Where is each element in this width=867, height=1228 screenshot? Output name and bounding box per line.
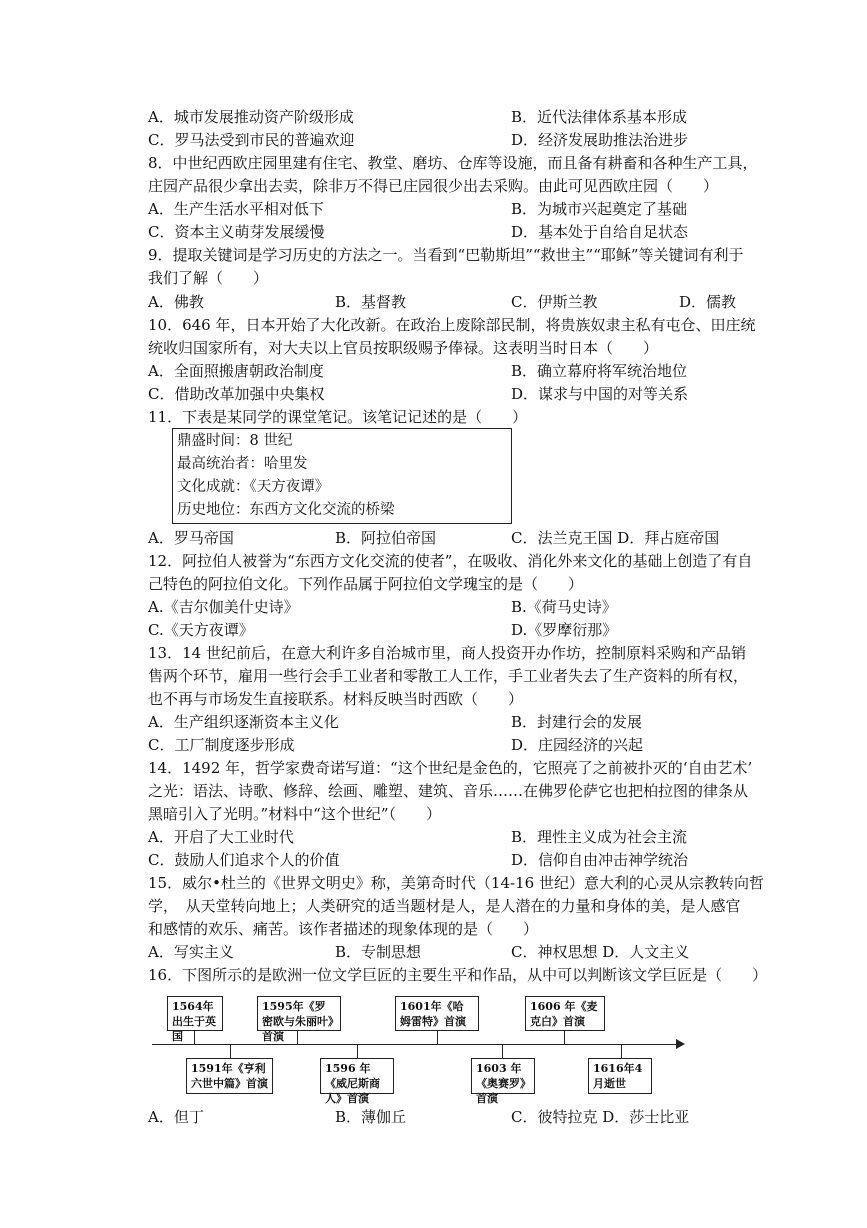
timeline-tick [437, 1031, 438, 1044]
q14-option-c: C．鼓励人们追求个人的价值 [148, 851, 340, 869]
q8-option-a: A．生产生活水平相对低下 [148, 200, 324, 218]
q8-stem-line2: 庄园产品很少拿出去卖，除非万不得已庄园很少出去采购。由此可见西欧庄园（ ） [148, 177, 719, 195]
q15-stem-line3: 和感情的欢乐、痛苦。该作者描述的现象体现的是（ ） [148, 920, 539, 938]
q12-stem-line1: 12．阿拉伯人被誉为“东西方文化交流的使者”，在吸收、消化外来文化的基础上创造了有自 [148, 552, 753, 570]
q11-option-b: B．阿拉伯帝国 [335, 529, 437, 547]
timeline-event-bottom: 1603 年《奥赛罗》首演 [471, 1058, 535, 1094]
q14-option-a: A．开启了大工业时代 [148, 828, 294, 846]
q10-stem-line2: 统收归国家所有，对大夫以上官员按职级赐予俸禄。这表明当时日本（ ） [148, 339, 659, 357]
q10-stem-line1: 10．646 年，日本开始了大化改新。在政治上废除部民制，将贵族奴隶主私有屯仓、田庄统 [148, 316, 756, 334]
q13-option-b: B．封建行会的发展 [511, 713, 643, 731]
q10-option-a: A．全面照搬唐朝政治制度 [148, 362, 324, 380]
q12-option-c: C.《天方夜谭》 [148, 621, 254, 639]
q15-stem-line1: 15．威尔•杜兰的《世界文明史》称，美第奇时代（14-16 世纪）意大利的心灵从宗教转向哲 [148, 874, 764, 892]
q8-stem-line1: 8．中世纪西欧庄园里建有住宅、教堂、磨坊、仓库等设施，而且备有耕畜和各种生产工具， [148, 154, 758, 172]
q11-note-table [172, 428, 512, 524]
timeline-tick [297, 1031, 298, 1044]
q7-option-a: A．城市发展推动资产阶级形成 [148, 108, 354, 126]
q14-option-b: B．理性主义成为社会主流 [511, 828, 688, 846]
q8-option-b: B．为城市兴起奠定了基础 [511, 200, 688, 218]
timeline-tick [357, 1044, 358, 1058]
q11-option-cd: C．法兰克王国 D．拜占庭帝国 [511, 529, 720, 547]
timeline-event-top: 1595年《罗密欧与朱丽叶》首演 [257, 996, 341, 1031]
timeline-tick [230, 1044, 231, 1058]
q8-option-d: D．基本处于自给自足状态 [511, 223, 689, 241]
q13-stem-line2: 售两个环节，雇用一些行会手工业者和零散工人工作，手工业者失去了生产资料的所有权， [148, 667, 749, 685]
timeline-tick [621, 1044, 622, 1058]
q10-option-c: C．借助改革加强中央集权 [148, 385, 325, 403]
q16-option-cd: C．彼特拉克 D．莎士比亚 [511, 1108, 690, 1126]
q7-option-d: D．经济发展助推法治进步 [511, 131, 689, 149]
q9-stem-line2: 我们了解（ ） [148, 269, 269, 287]
q9-option-c: C．伊斯兰教 [511, 293, 598, 311]
q12-stem-line2: 己特色的阿拉伯文化。下列作品属于阿拉伯文学瑰宝的是（ ） [148, 575, 584, 593]
q14-stem-line2: 之光：语法、诗歌、修辞、绘画、雕塑、建筑、音乐……在佛罗伦萨它也把柏拉图的律条从 [148, 782, 749, 800]
q15-option-cd: C．神权思想 D．人文主义 [511, 943, 690, 961]
q10-option-b: B．确立幕府将军统治地位 [511, 362, 688, 380]
timeline-tick [564, 1031, 565, 1044]
q13-option-d: D．庄园经济的兴起 [511, 736, 644, 754]
q10-option-d: D．谋求与中国的对等关系 [511, 385, 689, 403]
q9-stem-line1: 9．提取关键词是学习历史的方法之一。当看到“巴勒斯坦”“救世主”“耶稣”等关键词有利于 [148, 246, 744, 264]
q8-option-c: C．资本主义萌芽发展缓慢 [148, 223, 325, 241]
timeline-tick [194, 1030, 195, 1044]
note-row: 文化成就：《天方夜谭》 [177, 479, 330, 495]
q9-option-d: D．儒教 [679, 293, 737, 311]
q7-option-b: B．近代法律体系基本形成 [511, 108, 688, 126]
q14-stem-line1: 14．1492 年，哲学家费奇诺写道：“这个世纪是金色的，它照亮了之前被扑灭的‘自由艺术’ [148, 759, 753, 777]
q16-stem: 16．下图所示的是欧洲一位文学巨匠的主要生平和作品，从中可以判断该文学巨匠是（ ） [148, 966, 768, 984]
q14-option-d: D．信仰自由冲击神学统治 [511, 851, 689, 869]
q13-option-c: C．工厂制度逐步形成 [148, 736, 295, 754]
q9-option-b: B．基督教 [335, 293, 407, 311]
note-row: 最高统治者：哈里发 [177, 456, 308, 472]
q12-option-a: A.《吉尔伽美什史诗》 [148, 598, 299, 616]
q14-stem-line3: 黑暗引入了光明。”材料中“这个世纪”（ ） [148, 805, 442, 823]
note-row: 鼎盛时间：8 世纪 [177, 433, 293, 449]
q11-option-a: A．罗马帝国 [148, 529, 234, 547]
q13-option-a: A．生产组织逐渐资本主义化 [148, 713, 339, 731]
q7-option-c: C．罗马法受到市民的普遍欢迎 [148, 131, 355, 149]
q15-stem-line2: 学， 从天堂转向地上；人类研究的适当题材是人，是人潜在的力量和身体的美，是人感官 [148, 897, 741, 915]
q9-option-a: A．佛教 [148, 293, 204, 311]
q16-option-a: A．但丁 [148, 1108, 204, 1126]
q15-option-a: A．写实主义 [148, 943, 234, 961]
timeline-arrow-icon [676, 1039, 685, 1049]
q16-option-b: B．薄伽丘 [335, 1108, 407, 1126]
timeline-event-bottom: 1591年《亨利六世中篇》首演 [186, 1058, 273, 1094]
timeline-event-bottom: 1616年4月逝世 [588, 1058, 652, 1094]
note-row: 历史地位：东西方文化交流的桥梁 [177, 502, 395, 518]
timeline-tick [502, 1044, 503, 1058]
timeline-event-top: 1606 年《麦克白》首演 [525, 996, 605, 1031]
q15-option-b: B．专制思想 [335, 943, 422, 961]
timeline-event-top: 1564年出生于英国 [167, 996, 223, 1031]
q13-stem-line3: 也不再与市场发生直接联系。材料反映当时西欧（ ） [148, 690, 524, 708]
timeline-axis [152, 1044, 680, 1045]
q12-option-b: B.《荷马史诗》 [511, 598, 617, 616]
timeline-event-top: 1601年《哈姆雷特》首演 [395, 996, 479, 1031]
q13-stem-line1: 13．14 世纪前后，在意大利许多自治城市里，商人投资开办作坊，控制原料采购和产品销 [148, 644, 746, 662]
q11-stem: 11．下表是某同学的课堂笔记。该笔记记述的是（ ） [148, 408, 528, 426]
q12-option-d: D.《罗摩衍那》 [511, 621, 618, 639]
timeline-event-bottom: 1596 年《威尼斯商人》首演 [320, 1058, 394, 1094]
